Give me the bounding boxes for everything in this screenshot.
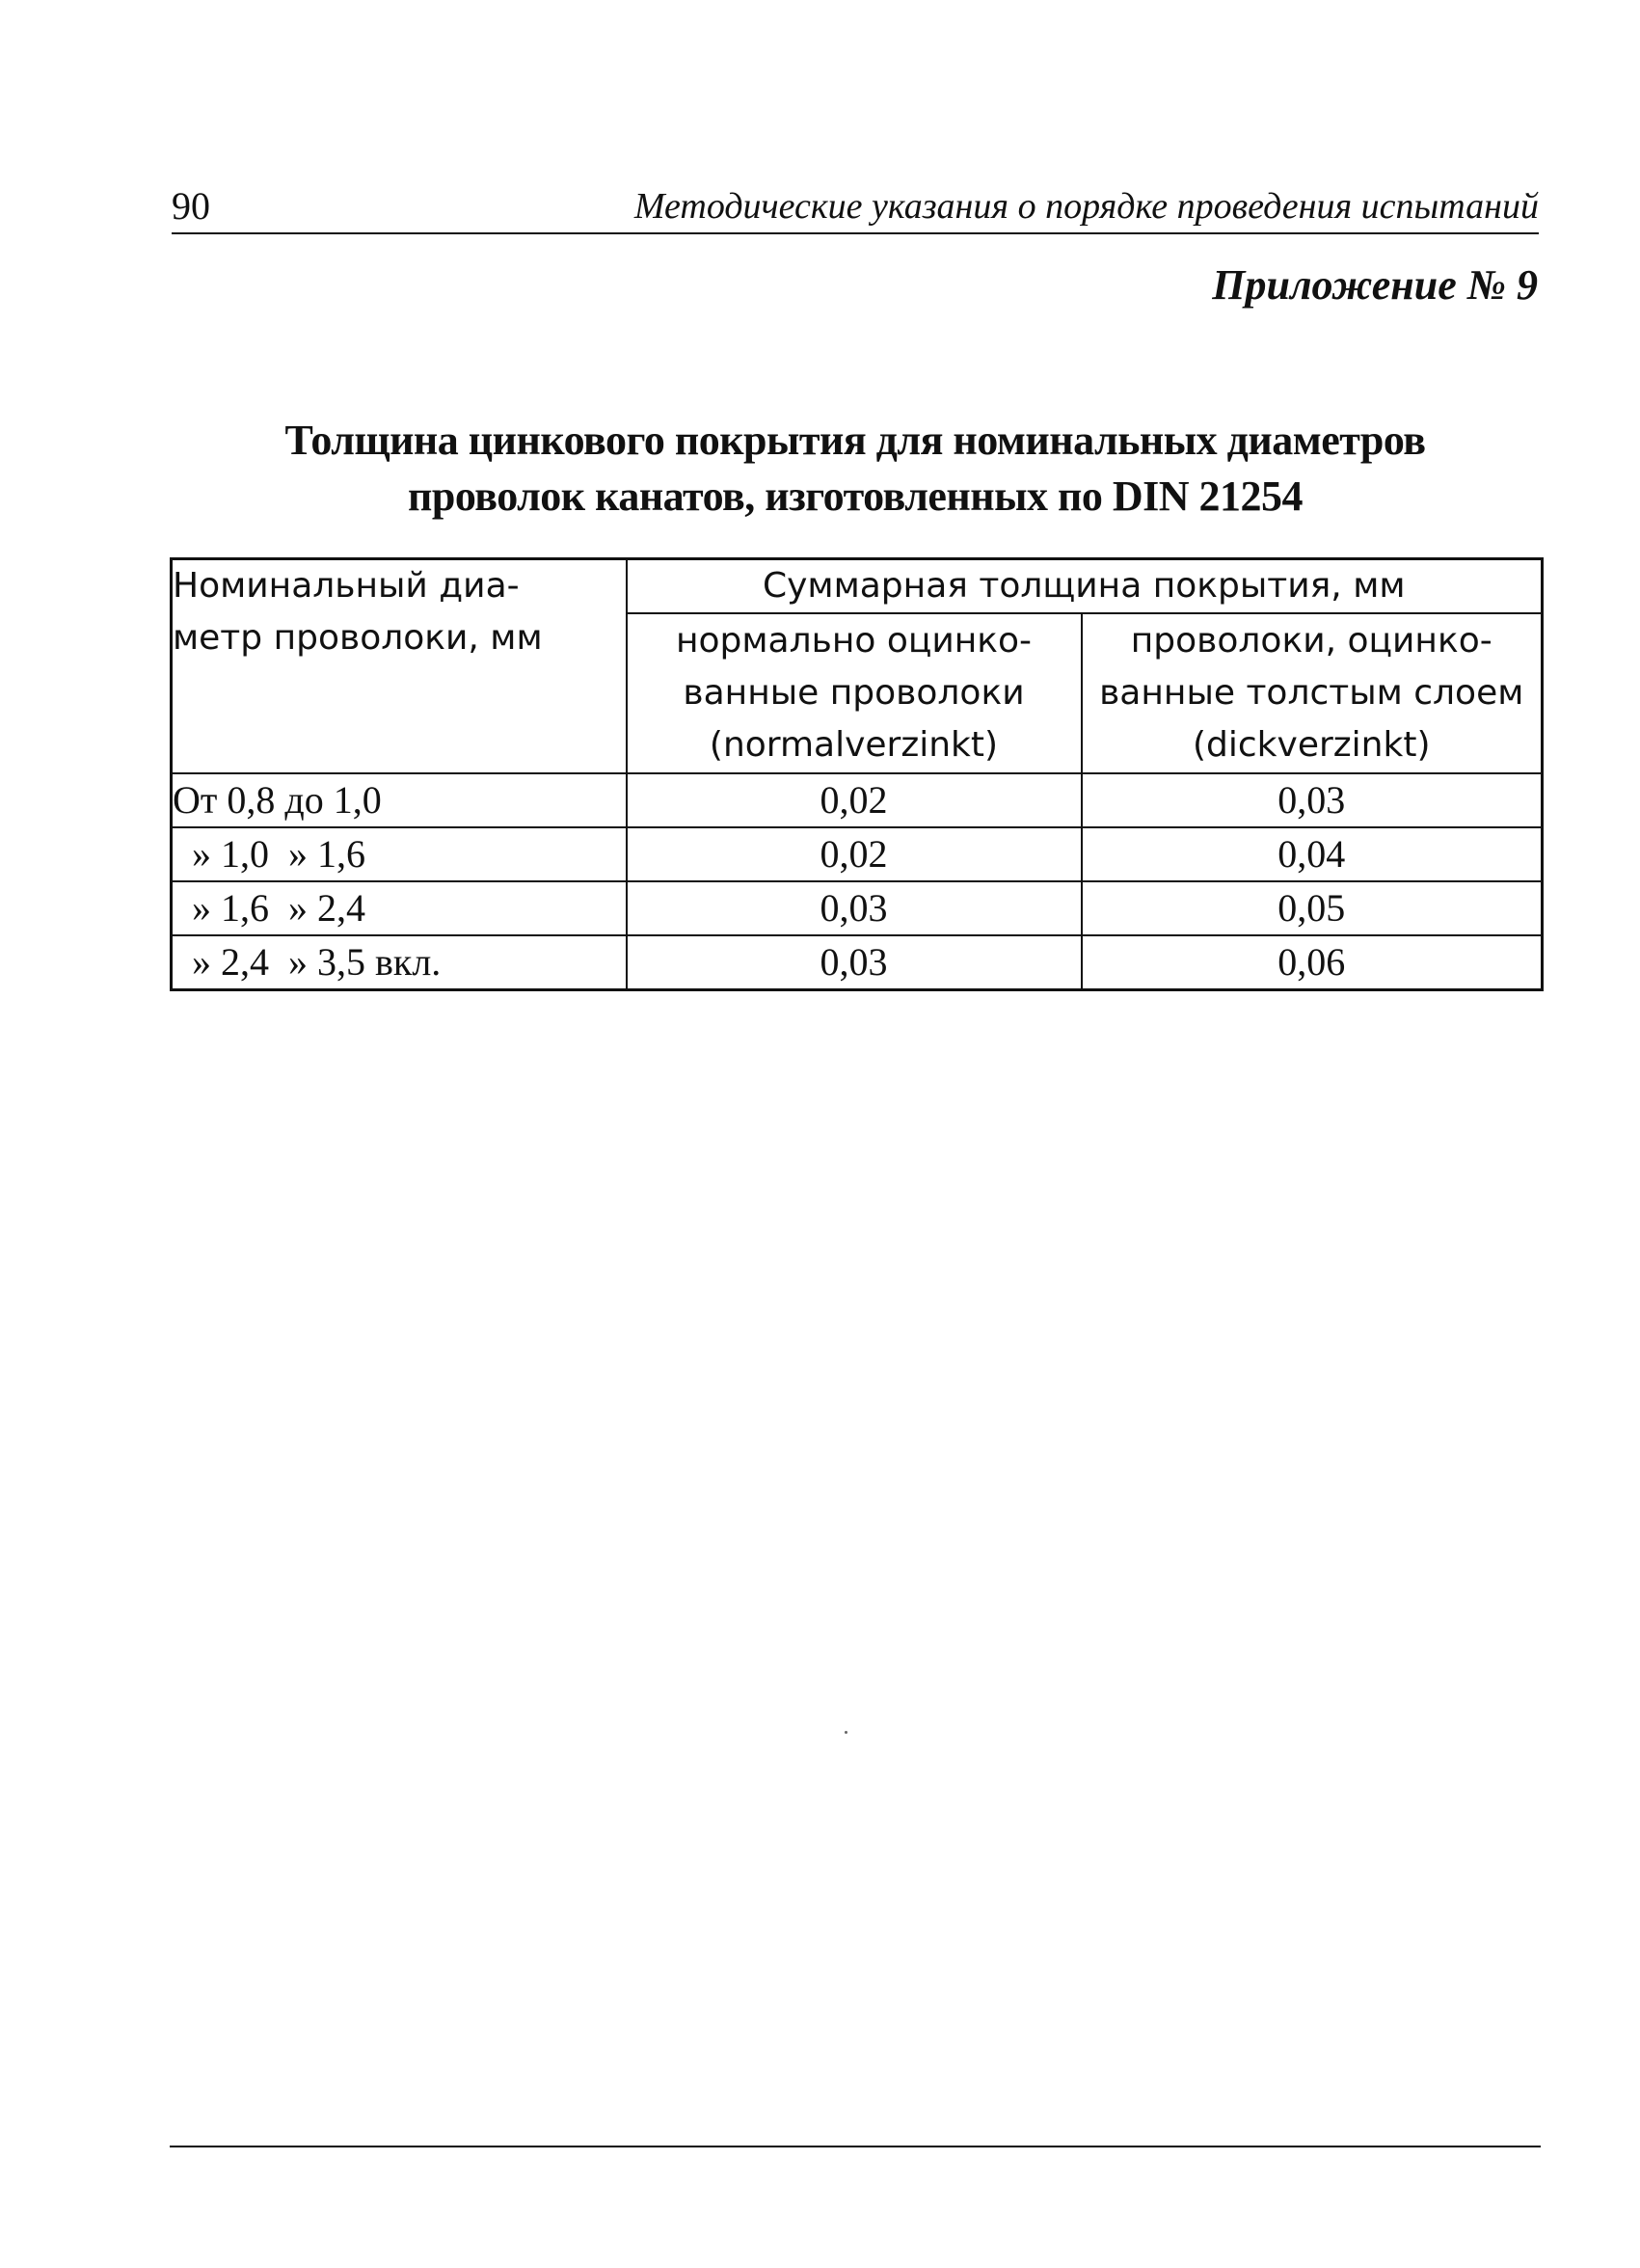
header-divider xyxy=(172,232,1539,234)
table-title xyxy=(172,413,1539,525)
table-row xyxy=(172,827,1543,881)
zinc-coating-table xyxy=(170,557,1544,991)
header-normal-line-2: ванные проволоки xyxy=(683,673,1025,713)
header-nominal-diameter xyxy=(172,559,627,774)
header-nominal-diameter-line-2: метр проволоки, мм xyxy=(173,618,543,658)
table-row xyxy=(172,935,1543,990)
header-normal-line-1: нормально оцинко- xyxy=(675,621,1033,661)
header-normal-galvanized xyxy=(627,613,1082,773)
header-nominal-diameter-line-1: Номинальный диа- xyxy=(173,566,520,606)
normal-thickness-cell: 0,03 xyxy=(627,881,1082,935)
normal-thickness-cell: 0,03 xyxy=(627,935,1082,990)
running-title: Методические указания о порядке проведения испытаний xyxy=(633,186,1539,227)
diameter-range-cell: » 1,0 » 1,6 xyxy=(172,827,627,881)
normal-thickness-cell: 0,02 xyxy=(627,827,1082,881)
table-title-line-2: проволок канатов, изготовленных по DIN 21254 xyxy=(408,472,1303,520)
header-thick-line-2: ванные толстым слоем xyxy=(1099,673,1524,713)
diameter-range-cell: » 2,4 » 3,5 вкл. xyxy=(172,935,627,990)
thick-thickness-cell: 0,05 xyxy=(1082,881,1543,935)
footer-divider xyxy=(170,2146,1541,2147)
header-total-thickness: Суммарная толщина покрытия, мм xyxy=(627,559,1543,614)
table-row xyxy=(172,773,1543,827)
thick-thickness-cell: 0,06 xyxy=(1082,935,1543,990)
table-row xyxy=(172,881,1543,935)
diameter-range-cell: » 1,6 » 2,4 xyxy=(172,881,627,935)
normal-thickness-cell: 0,02 xyxy=(627,773,1082,827)
header-thick-line-3: (dickverzinkt) xyxy=(1192,725,1431,765)
header-thick-line-1: проволоки, оцинко- xyxy=(1130,621,1492,661)
header-thick-galvanized xyxy=(1082,613,1543,773)
diameter-range-cell: От 0,8 до 1,0 xyxy=(172,773,627,827)
scan-speck xyxy=(845,1731,847,1734)
thick-thickness-cell: 0,04 xyxy=(1082,827,1543,881)
header-normal-line-3: (normalverzinkt) xyxy=(709,725,999,765)
thick-thickness-cell: 0,03 xyxy=(1082,773,1543,827)
appendix-label: Приложение № 9 xyxy=(1212,261,1538,309)
page-number: 90 xyxy=(172,184,210,228)
table-title-line-1: Толщина цинкового покрытия для номинальных диаметров xyxy=(284,417,1426,464)
